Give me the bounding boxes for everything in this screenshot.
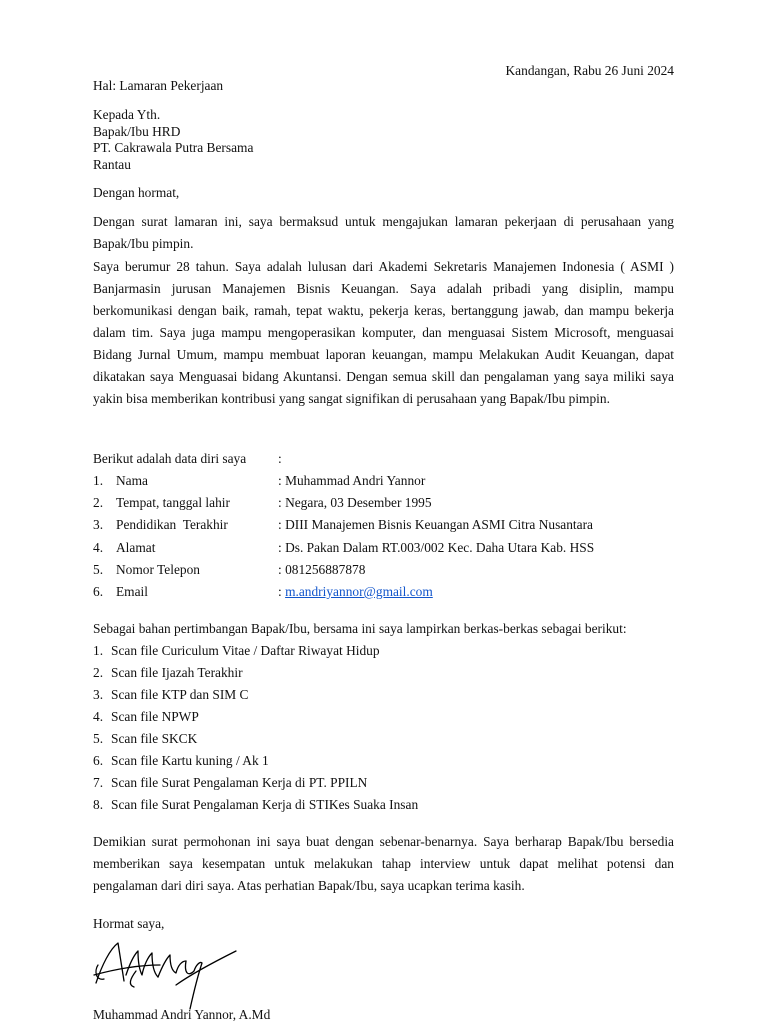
personal-intro-colon: : — [278, 451, 282, 466]
item-number: 1. — [93, 643, 104, 658]
greeting: Dengan hormat, — [93, 185, 180, 200]
recipient-block — [93, 107, 674, 173]
row-number: 5. — [93, 562, 104, 577]
row-number: 3. — [93, 517, 104, 532]
item-text: Scan file Kartu kuning / Ak 1 — [111, 753, 269, 768]
email-link[interactable]: m.andriyannor@gmail.com — [285, 584, 433, 599]
place-date: Kandangan, Rabu 26 Juni 2024 — [505, 63, 674, 78]
paragraph-profile: Saya berumur 28 tahun. Saya adalah lulusan dari Akademi Sekretaris Manajemen Indonesia ( ASMI ) Banjarmasin jurusan Manajemen Bisnis Keuangan. Saya adalah pribadi yang disiplin, mampu berkomunikasi dengan baik, ramah, tepat waktu, pekerja keras, bertanggung jawab, dan mampu bekerja dalam tim. Saya juga mampu mengoperasikan komputer, dan menguasai Sistem Microsoft, menguasai Bidang Jurnal Umum, mampu membuat laporan keuangan, mampu Melakukan Audit Keuangan, dapat dikatakan saya Menguasai bidang Akuntansi. Dengan semua skill dan pengalaman yang saya miliki saya yakin bisa memberikan kontribusi yang sangat signifikan di perusahaan yang Bapak/Ibu pimpin. — [93, 259, 674, 406]
item-text: Scan file Surat Pengalaman Kerja di PT. PPILN — [111, 775, 368, 790]
item-text: Scan file Surat Pengalaman Kerja di STIKes Suaka Insan — [111, 797, 419, 812]
item-text: Scan file NPWP — [111, 709, 199, 724]
attachments-intro: Sebagai bahan pertimbangan Bapak/Ibu, bersama ini saya lampirkan berkas-berkas sebagai berikut: — [93, 621, 627, 636]
item-number: 4. — [93, 709, 104, 724]
item-number: 6. — [93, 753, 104, 768]
row-value: : Ds. Pakan Dalam RT.003/002 Kec. Daha Utara Kab. HSS — [278, 540, 595, 555]
item-text: Scan file KTP dan SIM C — [111, 687, 249, 702]
row-number: 6. — [93, 584, 104, 599]
closing-paragraph: Demikian surat permohonan ini saya buat dengan sebenar-benarnya. Saya berharap Bapak/Ibu bersedia memberikan saya kesempatan untuk melakukan tahap interview untuk dapat melihat potensi dan pengalaman dari diri saya. Atas perhatian Bapak/Ibu, saya ucapkan terima kasih. — [93, 834, 674, 893]
item-number: 5. — [93, 731, 104, 746]
personal-intro-text: Berikut adalah data diri saya — [93, 451, 247, 466]
recipient-to: Kepada Yth. — [93, 107, 161, 122]
recipient-city: Rantau — [93, 156, 131, 172]
row-value: : DIII Manajemen Bisnis Keuangan ASMI Citra Nusantara — [278, 517, 593, 532]
item-text: Scan file Ijazah Terakhir — [111, 665, 243, 680]
row-value: : Muhammad Andri Yannor — [278, 473, 426, 488]
row-label: Pendidikan Terakhir — [116, 517, 228, 532]
row-label: Nomor Telepon — [116, 562, 200, 577]
item-text: Scan file SKCK — [111, 731, 198, 746]
row-value: : 081256887878 — [278, 562, 366, 577]
item-number: 3. — [93, 687, 104, 702]
signatory-name: Muhammad Andri Yannor, A.Md — [93, 1007, 271, 1022]
row-label: Alamat — [116, 540, 156, 555]
row-label: Nama — [116, 473, 148, 488]
item-text: Scan file Curiculum Vitae / Daftar Riwayat Hidup — [111, 643, 380, 658]
row-label: Email — [116, 584, 148, 599]
paragraph-intro: Dengan surat lamaran ini, saya bermaksud untuk mengajukan lamaran pekerjaan di perusahaan yang Bapak/Ibu pimpin. — [93, 214, 674, 251]
row-label: Tempat, tanggal lahir — [116, 495, 230, 510]
recipient-line1: Bapak/Ibu HRD — [93, 123, 181, 139]
recipient-company: PT. Cakrawala Putra Bersama — [93, 140, 254, 155]
subject-line: Hal: Lamaran Pekerjaan — [93, 78, 224, 93]
row-number: 2. — [93, 495, 104, 510]
row-value — [278, 581, 433, 603]
row-number: 4. — [93, 540, 104, 555]
regards: Hormat saya, — [93, 916, 165, 931]
item-number: 7. — [93, 775, 104, 790]
value-prefix: : — [278, 584, 286, 599]
row-value: : Negara, 03 Desember 1995 — [278, 495, 432, 510]
row-number: 1. — [93, 473, 104, 488]
item-number: 8. — [93, 797, 104, 812]
item-number: 2. — [93, 665, 104, 680]
personal-data-intro — [93, 448, 282, 470]
